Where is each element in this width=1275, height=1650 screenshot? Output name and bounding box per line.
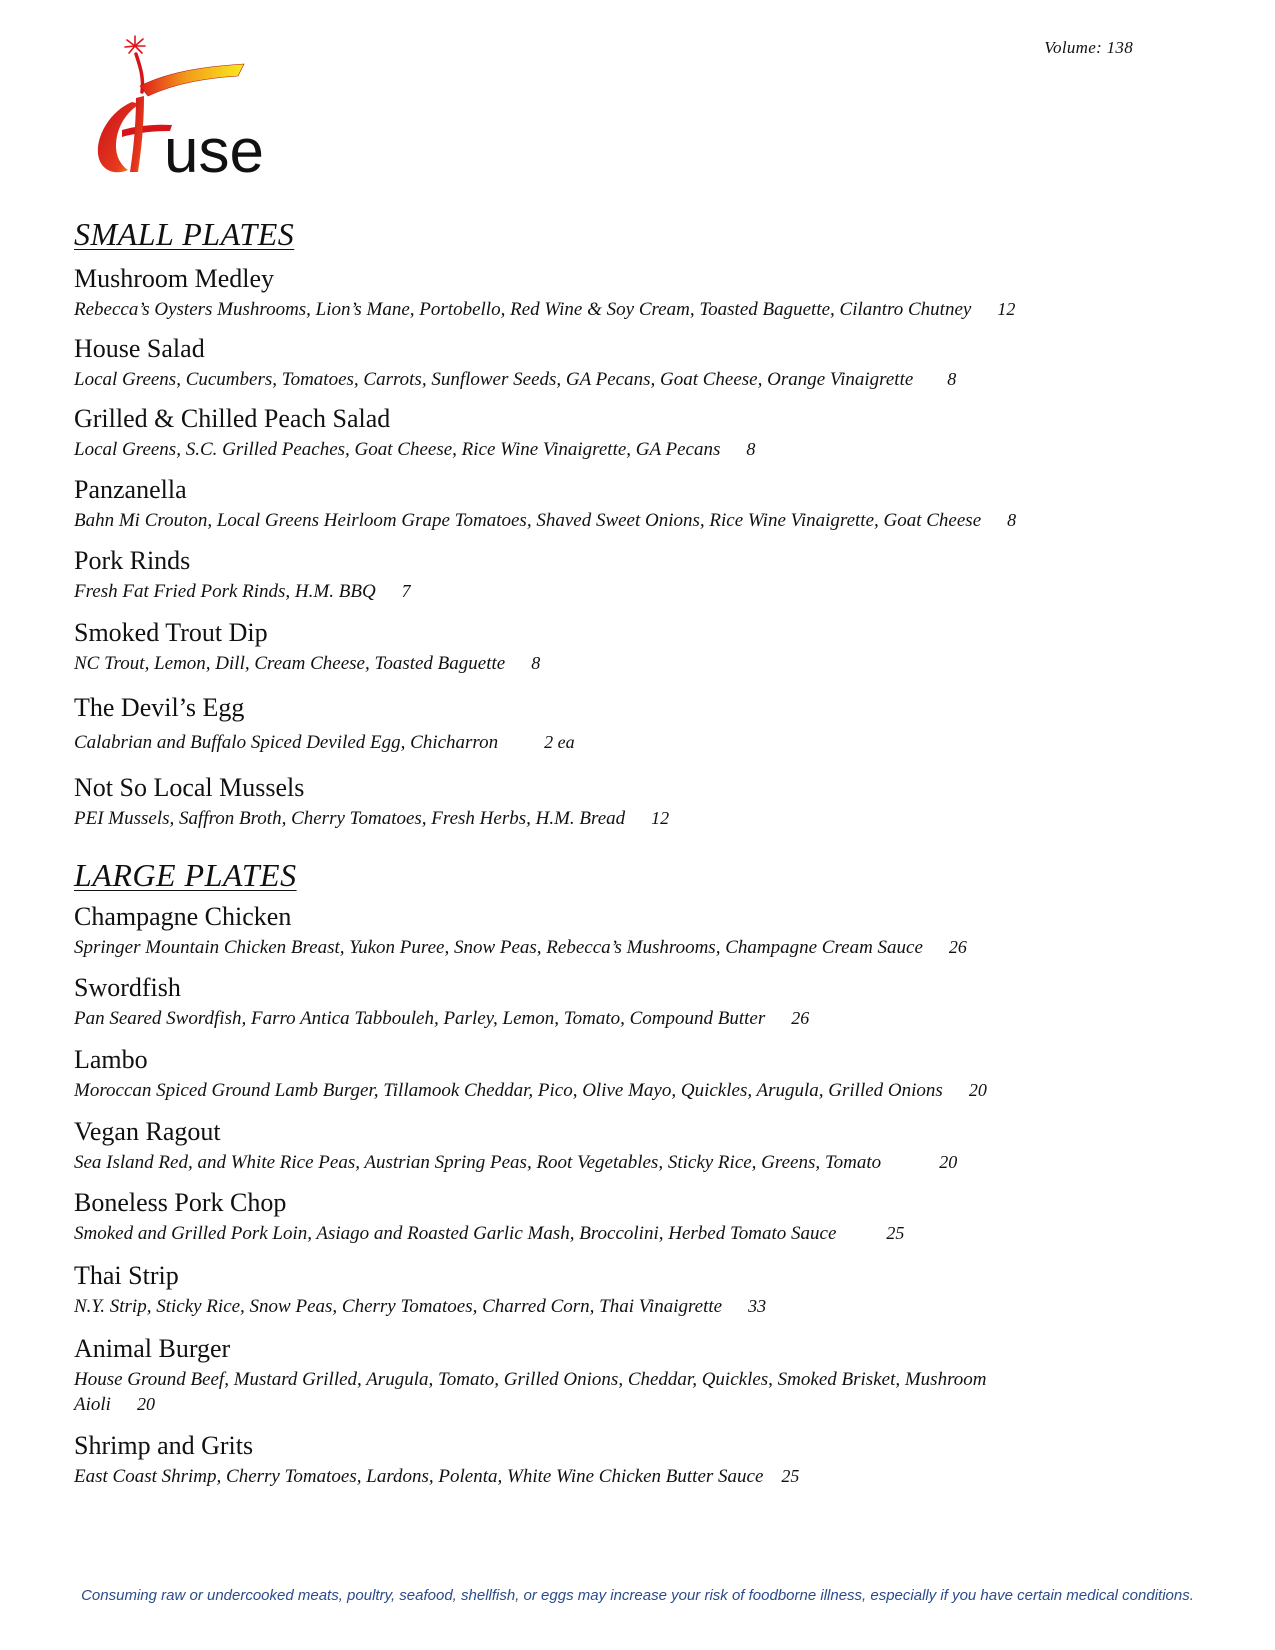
item-price: 20: [968, 1080, 987, 1100]
item-description: Local Greens, Cucumbers, Tomatoes, Carrots, Sunflower Seeds, GA Pecans, Goat Cheese, Orange Vinaigrette 8: [74, 369, 957, 390]
item-description: Local Greens, S.C. Grilled Peaches, Goat Cheese, Rice Wine Vinaigrette, GA Pecans 8: [74, 439, 756, 460]
item-price: 8: [947, 369, 957, 389]
item-price: 25: [781, 1466, 800, 1486]
item-price: 8: [531, 653, 541, 673]
item-price: 25: [886, 1223, 905, 1243]
item-name: Panzanella: [74, 475, 187, 504]
item-price: 8: [746, 439, 756, 459]
item-name: Champagne Chicken: [74, 902, 292, 931]
menu-item-thai-strip: [74, 1261, 1194, 1319]
menu-item-lambo: [74, 1045, 1194, 1103]
item-description: Rebecca’s Oysters Mushrooms, Lion’s Mane, Portobello, Red Wine & Soy Cream, Toasted Baguette, Cilantro Chutney 12: [74, 299, 1016, 320]
item-name: House Salad: [74, 334, 205, 363]
item-price: 26: [791, 1008, 810, 1028]
item-name: Pork Rinds: [74, 546, 191, 575]
item-name: Boneless Pork Chop: [74, 1188, 287, 1217]
svg-text:use: use: [164, 117, 264, 184]
item-name: Animal Burger: [74, 1334, 231, 1363]
item-name: Not So Local Mussels: [74, 773, 305, 802]
item-name: Shrimp and Grits: [74, 1431, 254, 1460]
menu-item-animal-burger: [74, 1334, 1194, 1417]
item-name: Mushroom Medley: [74, 264, 275, 293]
menu-item-pork-chop: [74, 1188, 1194, 1246]
item-description: N.Y. Strip, Sticky Rice, Snow Peas, Cherry Tomatoes, Charred Corn, Thai Vinaigrette 33: [74, 1296, 767, 1317]
volume-number: Volume: 138: [1044, 38, 1133, 57]
menu-item-pork-rinds: [74, 546, 1194, 604]
menu-item-mushroom-medley: [74, 264, 1194, 322]
item-name: Swordfish: [74, 973, 181, 1002]
item-price: 20: [939, 1152, 958, 1172]
item-description: East Coast Shrimp, Cherry Tomatoes, Lardons, Polenta, White Wine Chicken Butter Sauce 25: [74, 1466, 800, 1487]
menu-item-shrimp-and-grits: [74, 1431, 1194, 1489]
menu-item-mussels: [74, 773, 1194, 831]
item-description: Sea Island Red, and White Rice Peas, Austrian Spring Peas, Root Vegetables, Sticky Rice, Greens, Tomato 20: [74, 1152, 958, 1173]
item-description: Calabrian and Buffalo Spiced Deviled Egg, Chicharron 2 ea: [74, 732, 575, 753]
menu-item-house-salad: [74, 334, 1194, 392]
menu-item-devils-egg: [74, 693, 1194, 755]
item-description: Pan Seared Swordfish, Farro Antica Tabbouleh, Parley, Lemon, Tomato, Compound Butter 26: [74, 1008, 810, 1029]
item-description: Smoked and Grilled Pork Loin, Asiago and Roasted Garlic Mash, Broccolini, Herbed Tomato Sauce 25: [74, 1223, 905, 1244]
fuse-logo: [92, 34, 292, 184]
large-plates-heading: LARGE PLATES: [74, 857, 297, 893]
item-price: 33: [748, 1296, 767, 1316]
item-description: NC Trout, Lemon, Dill, Cream Cheese, Toasted Baguette 8: [74, 653, 541, 674]
item-description: Fresh Fat Fried Pork Rinds, H.M. BBQ 7: [74, 581, 411, 602]
item-price: 2 ea: [544, 732, 575, 752]
item-price: 8: [1007, 510, 1017, 530]
menu-item-champagne-chicken: [74, 902, 1194, 960]
item-description: PEI Mussels, Saffron Broth, Cherry Tomatoes, Fresh Herbs, H.M. Bread 12: [74, 808, 670, 829]
item-description: House Ground Beef, Mustard Grilled, Arugula, Tomato, Grilled Onions, Cheddar, Quickles, Smoked Brisket, Mushroom Aioli 20: [74, 1369, 987, 1415]
item-price: 7: [401, 581, 411, 601]
item-name: The Devil’s Egg: [74, 693, 245, 722]
item-name: Smoked Trout Dip: [74, 618, 268, 647]
item-description: Moroccan Spiced Ground Lamb Burger, Tillamook Cheddar, Pico, Olive Mayo, Quickles, Arugula, Grilled Onions 20: [74, 1080, 987, 1101]
item-price: 26: [948, 937, 967, 957]
health-disclaimer: Consuming raw or undercooked meats, poultry, seafood, shellfish, or eggs may increase your risk of foodborne illness, especially if you have certain medical conditions.: [81, 1587, 1194, 1604]
item-price: 20: [136, 1394, 155, 1414]
menu-item-peach-salad: [74, 404, 1194, 462]
menu-item-smoked-trout-dip: [74, 618, 1194, 676]
item-description: Springer Mountain Chicken Breast, Yukon Puree, Snow Peas, Rebecca’s Mushrooms, Champagne Cream Sauce 26: [74, 937, 967, 958]
item-name: Lambo: [74, 1045, 148, 1074]
menu-item-panzanella: [74, 475, 1194, 533]
menu-item-vegan-ragout: [74, 1117, 1194, 1175]
item-name: Vegan Ragout: [74, 1117, 221, 1146]
item-price: 12: [651, 808, 670, 828]
item-description: Bahn Mi Crouton, Local Greens Heirloom Grape Tomatoes, Shaved Sweet Onions, Rice Wine Vinaigrette, Goat Cheese 8: [74, 510, 1017, 531]
menu-item-swordfish: [74, 973, 1194, 1031]
item-name: Thai Strip: [74, 1261, 179, 1290]
small-plates-heading: SMALL PLATES: [74, 216, 295, 252]
item-name: Grilled & Chilled Peach Salad: [74, 404, 391, 433]
item-price: 12: [997, 299, 1016, 319]
